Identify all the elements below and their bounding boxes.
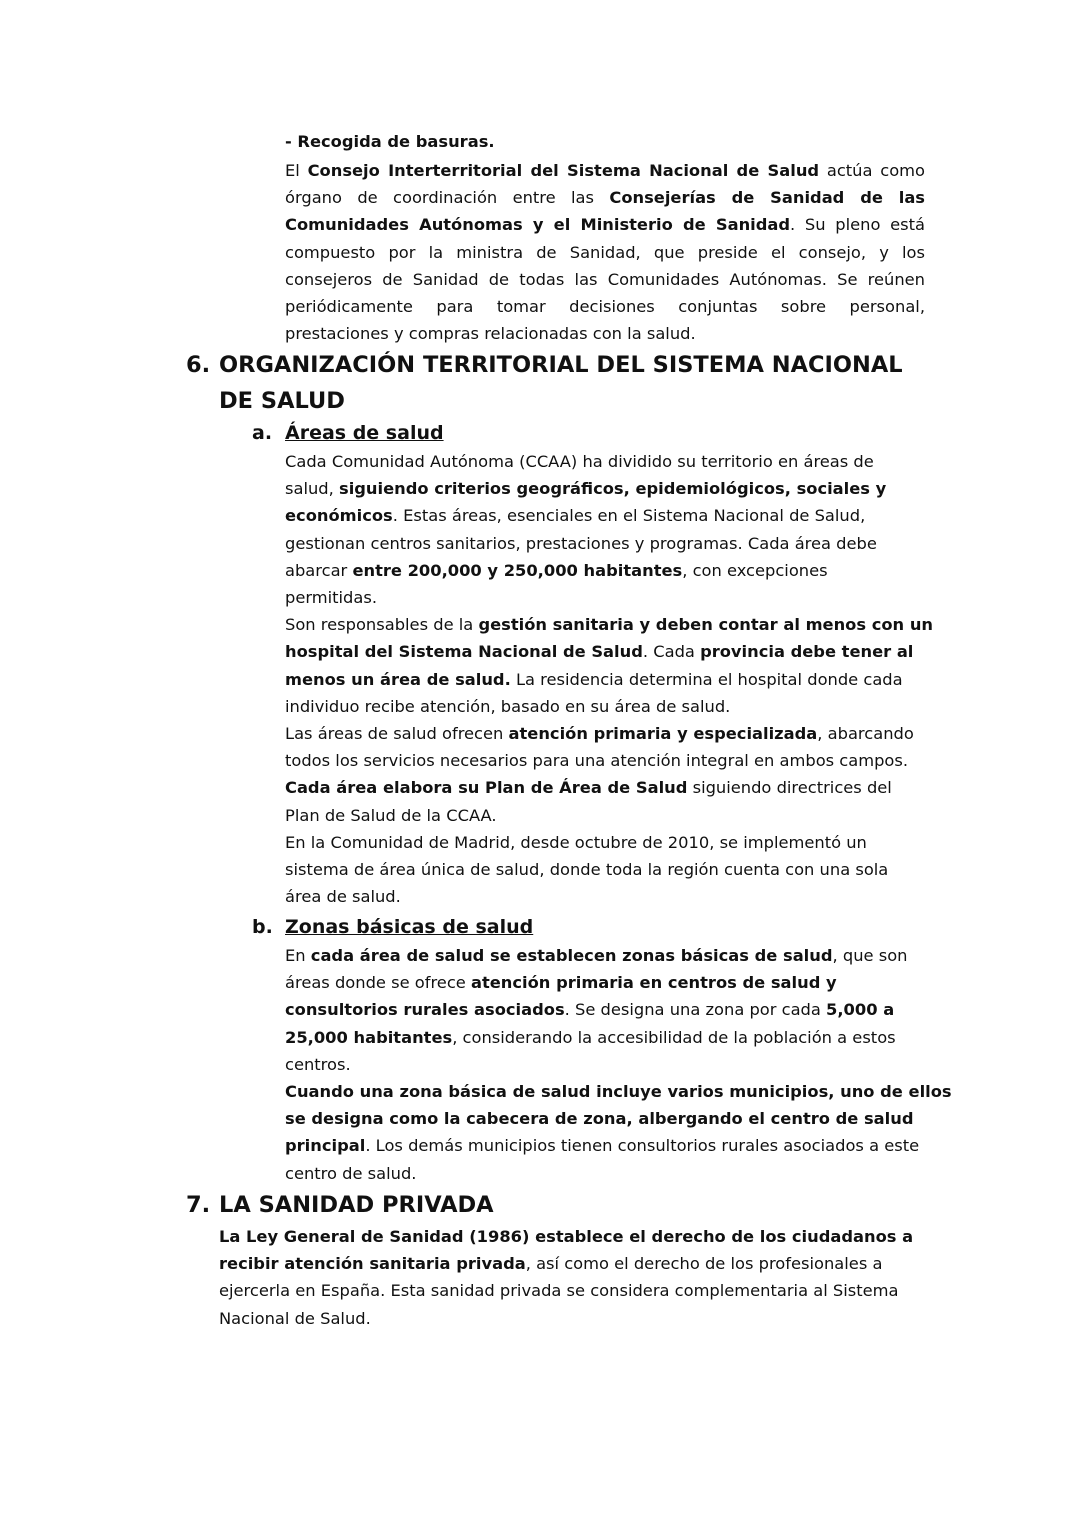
text-run: , abarcando bbox=[817, 724, 914, 744]
text-run: , que son bbox=[832, 946, 908, 965]
bold-text: Consejo Interterritorial del Sistema Nacional de Salud bbox=[307, 161, 820, 180]
bold-text: económicos bbox=[285, 506, 393, 526]
text-run: , considerando la accesibilidad de la población a estos bbox=[452, 1027, 896, 1047]
text-run: , así como el derecho de los profesionales a bbox=[525, 1254, 883, 1274]
bold-text: gestión sanitaria y deben contar al menos con un bbox=[478, 615, 934, 635]
bold-text: se designa como la cabecera de zona, albergando el centro de salud bbox=[285, 1109, 914, 1129]
text-line bbox=[285, 883, 925, 910]
bold-text: La Ley General de Sanidad (1986) establece el derecho de los ciudadanos a bbox=[219, 1227, 914, 1246]
text-line bbox=[285, 942, 925, 969]
text-line bbox=[285, 856, 925, 883]
text-run: Las áreas de salud ofrecen bbox=[285, 724, 509, 744]
subsection-title: Zonas básicas de salud bbox=[285, 916, 534, 938]
text-run: actúa como bbox=[819, 161, 925, 180]
section-title-line2: DE SALUD bbox=[219, 388, 345, 414]
text-line bbox=[285, 693, 925, 720]
text-run: . Cada bbox=[642, 642, 701, 662]
text-line bbox=[285, 720, 925, 747]
text-run: individuo recibe atención, basado en su área de salud. bbox=[285, 696, 731, 716]
text-run: centros. bbox=[285, 1054, 351, 1074]
text-run: siguiendo directrices del bbox=[687, 778, 892, 798]
text-run: salud, bbox=[285, 479, 339, 499]
text-run: El bbox=[285, 161, 308, 180]
text-run: periódicamente para tomar decisiones conjuntas sobre personal, bbox=[285, 297, 925, 317]
text-line bbox=[219, 1250, 919, 1277]
text-run: . Su pleno está bbox=[790, 215, 926, 235]
bold-text: hospital del Sistema Nacional de Salud bbox=[285, 642, 643, 662]
bold-text: provincia debe tener al bbox=[700, 642, 914, 662]
bold-text: menos un área de salud. bbox=[285, 669, 511, 689]
text-line bbox=[219, 1277, 919, 1304]
text-run: ejercerla en España. Esta sanidad privada se considera complementaria al Sistema bbox=[219, 1281, 899, 1301]
subsection-letter: b. bbox=[252, 916, 273, 938]
text-line bbox=[285, 502, 925, 529]
text-line bbox=[285, 774, 925, 801]
text-line bbox=[285, 157, 925, 184]
text-run: En la Comunidad de Madrid, desde octubre de 2010, se implementó un bbox=[285, 832, 867, 852]
text-line bbox=[285, 1078, 952, 1105]
bullet-item bbox=[285, 128, 495, 155]
text-line bbox=[285, 1051, 925, 1078]
text-run: , con excepciones bbox=[682, 560, 828, 580]
bold-text: consultorios rurales asociados bbox=[285, 1000, 565, 1020]
subsection-b-body bbox=[285, 942, 952, 1187]
text-run: órgano de coordinación entre las bbox=[285, 188, 610, 208]
subsection-b-heading bbox=[252, 913, 533, 941]
text-run: . Estas áreas, esenciales en el Sistema Nacional de Salud, bbox=[392, 506, 866, 526]
bold-text: atención primaria y especializada bbox=[508, 724, 818, 744]
section-7-body bbox=[219, 1223, 919, 1332]
text-line bbox=[285, 211, 925, 238]
bold-text: atención primaria en centros de salud y bbox=[470, 973, 837, 993]
text-line bbox=[285, 1105, 925, 1132]
text-line bbox=[285, 475, 925, 502]
text-line bbox=[285, 557, 925, 584]
text-run: gestionan centros sanitarios, prestaciones y programas. Cada área debe bbox=[285, 533, 877, 553]
text-line bbox=[285, 293, 925, 320]
text-line bbox=[285, 239, 925, 266]
text-line bbox=[285, 802, 925, 829]
text-line bbox=[285, 320, 925, 347]
text-line bbox=[219, 1305, 919, 1332]
section-number: 7. bbox=[186, 1192, 211, 1218]
bold-text: Consejerías de Sanidad de las bbox=[609, 188, 925, 208]
text-run: Cada Comunidad Autónoma (CCAA) ha dividido su territorio en áreas de bbox=[285, 452, 874, 471]
subsection-title: Áreas de salud bbox=[285, 422, 444, 444]
subsection-a-body bbox=[285, 448, 934, 910]
text-line bbox=[285, 1132, 925, 1159]
text-run: Nacional de Salud. bbox=[219, 1308, 371, 1328]
bold-text: Cada área elabora su Plan de Área de Salud bbox=[285, 778, 688, 798]
text-line bbox=[285, 448, 925, 475]
text-run: La residencia determina el hospital donde cada bbox=[510, 669, 903, 689]
text-line bbox=[285, 266, 925, 293]
bullet-text: - Recogida de basuras. bbox=[285, 132, 495, 151]
intro-paragraph bbox=[285, 157, 925, 347]
text-run: abarcar bbox=[285, 560, 353, 580]
text-line bbox=[285, 996, 925, 1023]
subsection-letter: a. bbox=[252, 422, 273, 444]
bold-text: 25,000 habitantes bbox=[285, 1027, 453, 1047]
bold-text: recibir atención sanitaria privada bbox=[219, 1254, 526, 1274]
section-title-line1: ORGANIZACIÓN TERRITORIAL DEL SISTEMA NACIONAL bbox=[219, 352, 903, 378]
text-line bbox=[285, 184, 925, 211]
bold-text: Cuando una zona básica de salud incluye varios municipios, uno de ellos bbox=[285, 1082, 952, 1102]
subsection-a-heading bbox=[252, 419, 444, 447]
section-7-heading bbox=[186, 1187, 494, 1223]
text-run: compuesto por la ministra de Sanidad, que preside el consejo, y los bbox=[285, 242, 925, 262]
text-line bbox=[285, 530, 925, 557]
text-run: áreas donde se ofrece bbox=[285, 973, 471, 993]
text-run: Son responsables de la bbox=[285, 615, 479, 635]
bold-text: cada área de salud se establecen zonas básicas de salud bbox=[310, 946, 833, 965]
text-line bbox=[285, 638, 925, 665]
section-6-heading bbox=[186, 347, 946, 419]
bold-text: Comunidades Autónomas y el Ministerio de Sanidad bbox=[285, 215, 791, 235]
bold-text: 5,000 a bbox=[826, 1000, 895, 1020]
text-line bbox=[285, 829, 925, 856]
text-run: En bbox=[285, 946, 311, 965]
bold-text: principal bbox=[285, 1136, 366, 1156]
text-line bbox=[285, 969, 925, 996]
text-run: . Se designa una zona por cada bbox=[564, 1000, 827, 1020]
text-line bbox=[285, 1160, 925, 1187]
text-line bbox=[285, 747, 925, 774]
text-run: permitidas. bbox=[285, 588, 378, 608]
section-number: 6. bbox=[186, 352, 211, 378]
section-title: LA SANIDAD PRIVADA bbox=[219, 1192, 494, 1218]
bold-text: siguiendo criterios geográficos, epidemiológicos, sociales y bbox=[339, 479, 887, 499]
text-line bbox=[285, 1024, 925, 1051]
text-run: Plan de Salud de la CCAA. bbox=[285, 805, 497, 825]
text-run: centro de salud. bbox=[285, 1163, 417, 1183]
text-run: todos los servicios necesarios para una atención integral en ambos campos. bbox=[285, 751, 909, 771]
text-line bbox=[219, 1223, 919, 1250]
text-run: área de salud. bbox=[285, 887, 401, 907]
text-run: . Los demás municipios tienen consultorios rurales asociados a este bbox=[365, 1136, 920, 1156]
text-run: sistema de área única de salud, donde toda la región cuenta con una sola bbox=[285, 860, 889, 880]
text-line bbox=[285, 584, 925, 611]
text-run: consejeros de Sanidad de todas las Comunidades Autónomas. Se reúnen bbox=[285, 269, 925, 289]
text-run: prestaciones y compras relacionadas con la salud. bbox=[285, 324, 696, 344]
bold-text: entre 200,000 y 250,000 habitantes bbox=[352, 560, 683, 580]
text-line bbox=[285, 611, 934, 638]
text-line bbox=[285, 666, 925, 693]
